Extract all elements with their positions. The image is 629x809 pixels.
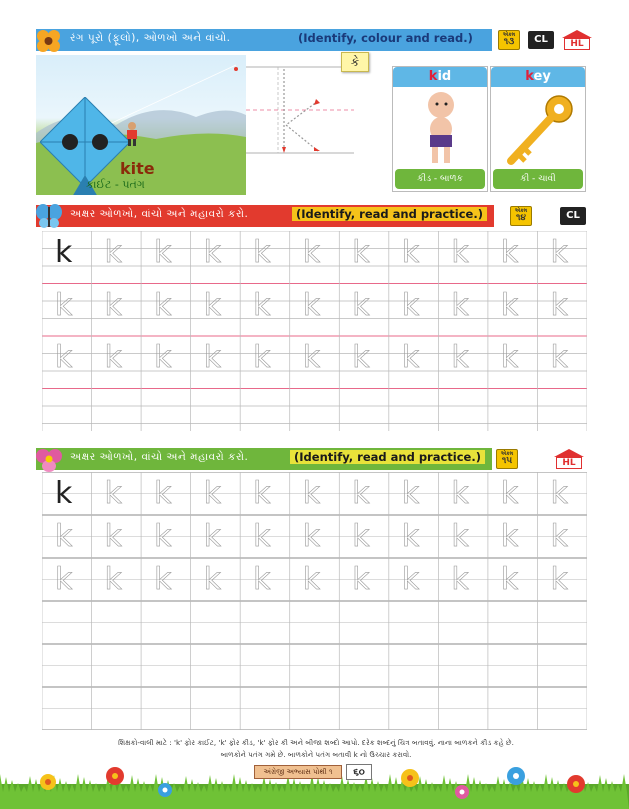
trace-letter: k [352,340,370,375]
flower-icon [34,25,64,55]
trace-letter: k [203,340,221,375]
trace-letter: k [104,519,122,554]
trace-letter: k [104,562,122,597]
trace-letter: k [55,519,73,554]
trace-letter: k [302,476,321,511]
card-kid-rest: id [437,69,452,84]
trace-letter: k [352,562,370,597]
trace-letter: k [550,340,568,375]
page-footer [254,764,376,780]
boy-icon [124,121,140,147]
model-letter: k [55,476,73,511]
trace-letter: k [401,340,420,375]
unit-badge [496,449,518,469]
trace-letter: k [253,562,271,597]
section2-instruction-en: (Identify, read and practice.) [292,207,487,221]
hl-roof [562,30,592,38]
card-key [490,66,586,192]
book-label: અંગ્રેજી અભ્યાસ પોથી ૧ [254,765,342,779]
section1-instruction-en: (Identify, colour and read.) [298,31,473,45]
trace-letter: k [55,562,73,597]
unit-number: ૧૪ [516,213,526,223]
trace-letter: k [451,340,469,375]
unit-label: એકમ [514,208,528,214]
hl-label: HL [564,38,590,50]
trace-letter: k [500,340,519,375]
trace-letter: k [550,476,568,511]
section1-instruction-gu: રંગ પૂરો (ફૂલો), ઓળખો અને વાંચો. [70,32,231,44]
hl-label: HL [556,457,582,469]
trace-letter: k [550,562,568,597]
scene-word: kite [120,159,155,178]
trace-letter: k [55,340,73,375]
section3-badges [492,448,592,470]
unit-badge [498,30,520,50]
trace-letter: k [104,235,122,270]
trace-letter: k [550,519,568,554]
trace-letter: k [451,562,469,597]
trace-letter: k [302,519,321,554]
section3-instruction-en: (Identify, read and practice.) [290,450,485,464]
trace-letter: k [401,476,420,511]
trace-letter: k [352,519,370,554]
trace-letter: k [154,235,172,270]
trace-letter: k [500,519,519,554]
trace-letter: k [302,235,321,270]
trace-letter: k [401,235,420,270]
trace-letter: k [451,519,469,554]
trace-letter: k [203,476,221,511]
practice-grid-4line [42,231,587,431]
card-key-caption: કી - ચાવી [493,169,583,189]
teacher-note-line2: બાળકોને પતંગ ગમે છે. બાળકોને પતંગ બતાવી k નો ઉચ્ચાર કરાવો. [220,750,412,759]
letter-formation-guide [246,55,386,195]
trace-letter: k [401,562,420,597]
trace-letter: k [550,287,568,323]
trace-letter: k [104,476,122,511]
hl-roof [554,449,584,457]
unit-label: એકમ [502,32,516,38]
trace-letter: k [253,476,271,511]
model-letter: k [55,235,73,270]
kid-icon [411,89,471,169]
section3-instruction-gu: અક્ષર ઓળખો, વાંચો અને મહાવરો કરો. [70,451,249,463]
section2-banner [36,205,592,227]
teacher-note-line1: શિક્ષકો-વાલી માટે : 'k' ફોર કાઈટ, 'k' ફોર કીડ, 'k' ફોર કી અને બીજા શબ્દો આપો. દરેક શબ્દનું ચિત્ર બતાવવું. નાના બાળકને કીડ કહે છે. [118,738,514,747]
trace-letter: k [352,476,370,511]
practice-grid-2line [42,472,587,730]
trace-letter: k [451,235,469,270]
trace-letter: k [203,287,221,323]
card-kid-title [393,67,487,87]
cl-badge: CL [528,31,554,49]
kite-scene [36,55,246,195]
section1-badges [492,29,592,51]
trace-letter: k [253,287,271,323]
card-kid-initial: k [428,69,438,84]
letter-k-stroke-guide [246,55,386,195]
cl-badge: CL [560,207,586,225]
trace-letter: k [550,235,568,270]
trace-letter: k [451,287,469,323]
trace-letter: k [500,287,519,323]
trace-letter: k [154,287,172,323]
trace-letter: k [154,562,172,597]
trace-letter: k [104,287,122,323]
section2-instruction-gu: અક્ષર ઓળખો, વાંચો અને મહાવરો કરો. [70,208,249,220]
letter-sound-note: કે [341,52,369,72]
unit-badge [510,206,532,226]
trace-letter: k [500,235,519,270]
trace-letter: k [302,340,321,375]
trace-letter: k [253,340,271,375]
card-key-rest: ey [533,69,551,84]
flower-icon [34,444,64,474]
card-key-initial: k [525,69,534,84]
trace-letter: k [55,287,73,323]
trace-letter: k [302,287,321,323]
section3-banner [36,448,592,470]
trace-letter: k [352,287,370,323]
card-kid [392,66,488,192]
key-icon [499,91,579,171]
trace-letter: k [154,519,172,554]
trace-letter: k [401,519,420,554]
page-number: ૬૦ [346,764,372,780]
trace-letter: k [302,562,321,597]
hl-badge [562,30,592,50]
butterfly-icon [34,201,64,231]
trace-letter: k [500,476,519,511]
teacher-note [36,737,596,761]
section1-banner [36,29,592,51]
section2-badges [494,205,592,227]
trace-letter: k [154,340,172,375]
trace-letter: k [203,562,221,597]
trace-letter: k [154,476,172,511]
trace-letter: k [253,519,271,554]
unit-number: ૧૩ [503,37,515,47]
scene-caption: કાઈટ - પતંગ [86,178,145,191]
trace-letter: k [500,562,519,597]
card-key-title [491,67,585,87]
unit-label: એકમ [500,451,514,457]
unit-number: ૧૫ [501,456,513,466]
trace-letter: k [451,476,469,511]
trace-letter: k [352,235,370,270]
trace-letter: k [203,235,221,270]
card-kid-caption: કીડ - બાળક [395,169,485,189]
trace-letter: k [253,235,271,270]
trace-letter: k [104,340,122,375]
trace-letter: k [401,287,420,323]
hl-badge [554,449,584,469]
trace-letter: k [203,519,221,554]
